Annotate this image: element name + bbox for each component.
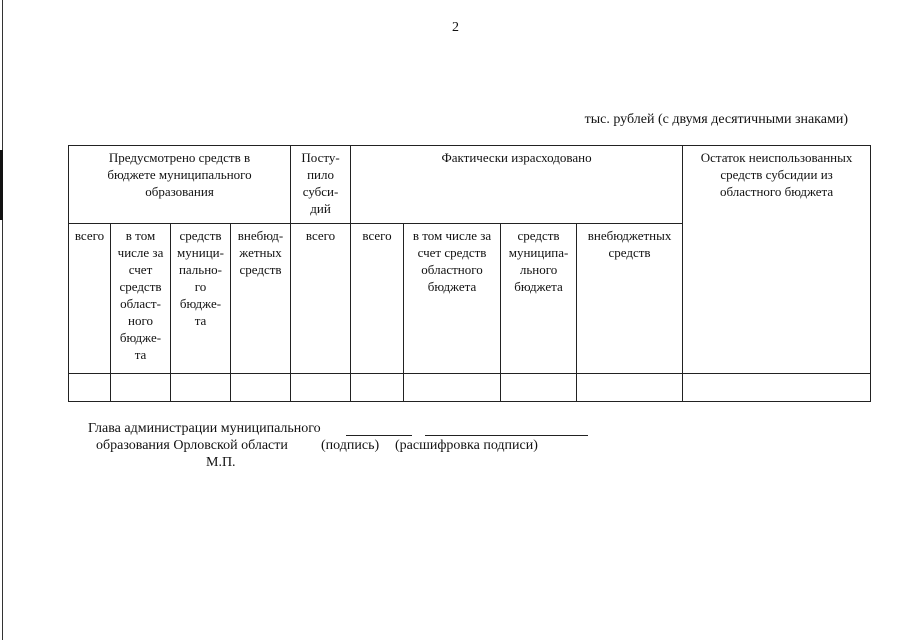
table-cell: [683, 374, 871, 402]
subheader-planned-municipal: средств муници- пально- го бюдже- та: [171, 224, 231, 374]
subheader-received-total: всего: [291, 224, 351, 374]
table-cell: [171, 374, 231, 402]
table-cell: [501, 374, 577, 402]
subheader-actual-regional: в том числе за счет средств областного бюджета: [404, 224, 501, 374]
units-note: тыс. рублей (с двумя десятичными знаками): [584, 112, 848, 127]
page-left-edge: [2, 0, 3, 640]
stamp-placeholder: М.П.: [206, 455, 236, 470]
table-cell: [231, 374, 291, 402]
header-actual: Фактически израсходовано: [351, 146, 683, 224]
signature-label: (подпись): [321, 438, 380, 453]
table-cell: [111, 374, 171, 402]
signature-line: [346, 435, 412, 436]
table-header-row: [69, 146, 871, 224]
table-cell: [404, 374, 501, 402]
signature-head-title-line2: образования Орловской области: [96, 438, 288, 453]
report-table: [68, 145, 871, 402]
subheader-planned-total: всего: [69, 224, 111, 374]
subheader-actual-offbudget: внебюджетных средств: [577, 224, 683, 374]
table-row: [69, 374, 871, 402]
table-cell: [291, 374, 351, 402]
table-cell: [351, 374, 404, 402]
header-remainder: Остаток неиспользованных средств субсидии из областного бюджета: [683, 146, 871, 374]
header-received: Посту- пило субси- дий: [291, 146, 351, 224]
header-planned: Предусмотрено средств в бюджете муниципального образования: [69, 146, 291, 224]
subheader-actual-municipal: средств муниципа- льного бюджета: [501, 224, 577, 374]
page-number: 2: [452, 20, 459, 35]
signature-head-title-line1: Глава администрации муниципального: [88, 421, 321, 436]
page-edge-mark: [0, 150, 3, 220]
signature-decode-label: (расшифровка подписи): [395, 438, 538, 453]
table-cell: [69, 374, 111, 402]
subheader-planned-regional: в том числе за счет средств област- ного бюдже- та: [111, 224, 171, 374]
signature-decode-line: [425, 435, 588, 436]
table-cell: [577, 374, 683, 402]
subheader-planned-offbudget: внебюд- жетных средств: [231, 224, 291, 374]
subheader-actual-total: всего: [351, 224, 404, 374]
